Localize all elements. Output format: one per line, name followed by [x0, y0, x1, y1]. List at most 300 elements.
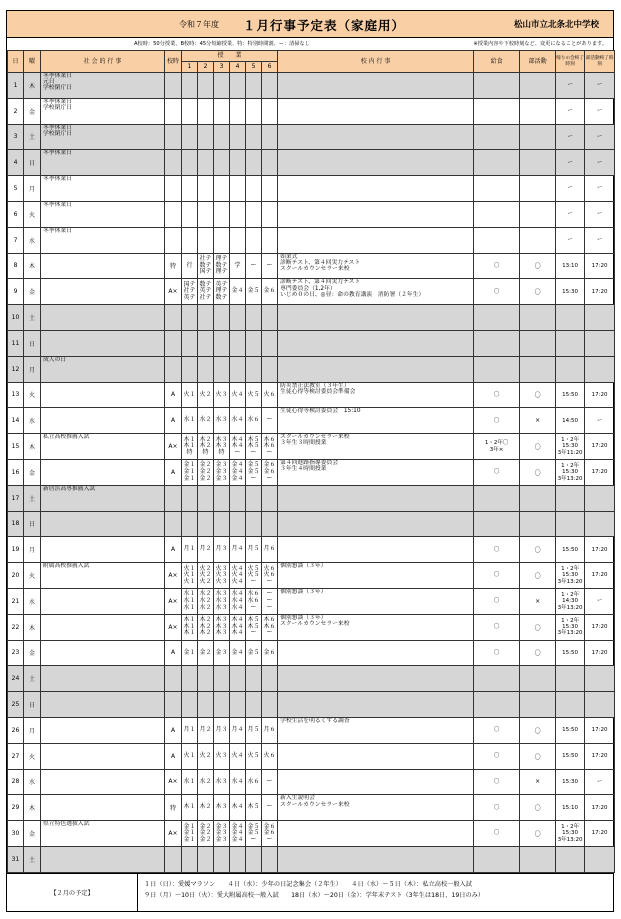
- period-type-cell: 特: [165, 795, 182, 821]
- club-end-cell: 17:20: [585, 537, 615, 563]
- day-cell: 4: [8, 150, 24, 176]
- period-6-cell: 金６: [262, 279, 278, 305]
- social-event-cell: [41, 253, 165, 279]
- club-end-cell: ー: [585, 98, 615, 124]
- next-month-events: [138, 874, 613, 911]
- period-6-cell: [262, 98, 278, 124]
- period-1-cell: [182, 485, 198, 511]
- col-period-5: 5: [246, 62, 262, 73]
- home-end-cell: 15:50: [556, 640, 585, 666]
- period-1-cell: 行: [182, 253, 198, 279]
- period-type-cell: A: [165, 537, 182, 563]
- period-3-cell: [214, 305, 230, 331]
- period-3-cell: 火３: [214, 382, 230, 408]
- era-label: 令和７年度: [179, 20, 219, 29]
- period-5-cell: [246, 201, 262, 227]
- col-club: 部活動: [520, 51, 556, 73]
- period-5-cell: 水６: [246, 769, 262, 795]
- period-6-cell: [262, 305, 278, 331]
- club-cell: 〇: [520, 614, 556, 640]
- social-event-cell: [41, 279, 165, 305]
- period-2-cell: [198, 511, 214, 537]
- social-event-cell: [41, 743, 165, 769]
- school-event-cell: [278, 356, 474, 382]
- club-cell: 〇: [520, 717, 556, 743]
- social-event-cell: [41, 537, 165, 563]
- day-cell: 16: [8, 459, 24, 485]
- period-5-cell: 金５ 金５ ー: [246, 821, 262, 847]
- period-type-cell: A: [165, 459, 182, 485]
- period-3-cell: [214, 176, 230, 202]
- school-event-cell: [278, 640, 474, 666]
- home-end-cell: [556, 356, 585, 382]
- period-1-cell: [182, 666, 198, 692]
- weekday-cell: 金: [24, 279, 41, 305]
- club-cell: [520, 356, 556, 382]
- club-cell: [520, 692, 556, 718]
- club-cell: ×: [520, 408, 556, 434]
- club-cell: ×: [520, 769, 556, 795]
- club-end-cell: 17:20: [585, 459, 615, 485]
- club-end-cell: ー: [585, 201, 615, 227]
- col-period-3: 3: [214, 62, 230, 73]
- period-2-cell: 火２: [198, 382, 214, 408]
- table-row: [8, 563, 615, 589]
- period-1-cell: 金１: [182, 640, 198, 666]
- social-event-cell: 県立特色選抜入試: [41, 821, 165, 847]
- club-cell: [520, 73, 556, 99]
- period-type-cell: [165, 305, 182, 331]
- period-6-cell: 火６ 火６ ー: [262, 563, 278, 589]
- home-end-cell: 15:50: [556, 382, 585, 408]
- table-row: [8, 537, 615, 563]
- period-5-cell: 火５: [246, 743, 262, 769]
- home-end-cell: 1・2年 15:30 3年13:20: [556, 821, 585, 847]
- school-event-cell: [278, 692, 474, 718]
- period-type-cell: A: [165, 382, 182, 408]
- club-cell: 〇: [520, 537, 556, 563]
- day-cell: 1: [8, 73, 24, 99]
- period-2-cell: [198, 692, 214, 718]
- period-2-cell: [198, 98, 214, 124]
- home-end-cell: [556, 692, 585, 718]
- school-event-cell: [278, 150, 474, 176]
- period-2-cell: 数テ 英テ 社テ: [198, 279, 214, 305]
- day-cell: 7: [8, 227, 24, 253]
- period-type-cell: A×: [165, 821, 182, 847]
- day-cell: 30: [8, 821, 24, 847]
- social-event-cell: [41, 769, 165, 795]
- day-cell: 15: [8, 434, 24, 460]
- period-6-cell: [262, 201, 278, 227]
- page-title: １月行事予定表（家庭用）: [243, 18, 406, 33]
- social-event-cell: 私立高校推薦入試: [41, 434, 165, 460]
- period-4-cell: 木４ 木４ 木４: [230, 614, 246, 640]
- period-5-cell: [246, 666, 262, 692]
- table-row: [8, 227, 615, 253]
- period-1-cell: 火１ 火１ 火１: [182, 563, 198, 589]
- school-event-cell: [278, 511, 474, 537]
- period-5-cell: [246, 176, 262, 202]
- social-event-cell: 成人の日: [41, 356, 165, 382]
- period-1-cell: 金１ 金１ 金１: [182, 459, 198, 485]
- club-cell: [520, 511, 556, 537]
- home-end-cell: 13:10: [556, 253, 585, 279]
- period-3-cell: 木３ 木３ 木３: [214, 614, 230, 640]
- period-4-cell: [230, 485, 246, 511]
- period-6-cell: [262, 150, 278, 176]
- period-5-cell: 金５: [246, 640, 262, 666]
- home-end-cell: [556, 305, 585, 331]
- weekday-cell: 月: [24, 356, 41, 382]
- social-event-cell: 冬季休業日: [41, 201, 165, 227]
- table-row: [8, 305, 615, 331]
- club-cell: [520, 227, 556, 253]
- school-event-cell: [278, 73, 474, 99]
- club-cell: [520, 176, 556, 202]
- period-2-cell: 木２: [198, 795, 214, 821]
- period-type-cell: [165, 227, 182, 253]
- club-end-cell: 17:20: [585, 717, 615, 743]
- social-event-cell: [41, 717, 165, 743]
- period-2-cell: 火２: [198, 743, 214, 769]
- period-6-cell: 月６: [262, 537, 278, 563]
- period-3-cell: 金３ 金３ 金３: [214, 459, 230, 485]
- lunch-cell: 〇: [474, 408, 520, 434]
- period-4-cell: [230, 98, 246, 124]
- club-cell: [520, 846, 556, 872]
- period-type-cell: A×: [165, 769, 182, 795]
- period-4-cell: 木４: [230, 795, 246, 821]
- weekday-cell: 木: [24, 253, 41, 279]
- lunch-cell: [474, 846, 520, 872]
- col-weekday: 曜: [24, 51, 41, 73]
- period-1-cell: [182, 150, 198, 176]
- club-end-cell: [585, 356, 615, 382]
- day-cell: 2: [8, 98, 24, 124]
- period-1-cell: [182, 356, 198, 382]
- social-event-cell: 新居浜高専推薦入試: [41, 485, 165, 511]
- period-3-cell: [214, 511, 230, 537]
- club-cell: [520, 124, 556, 150]
- period-4-cell: 金４: [230, 279, 246, 305]
- schedule-table: [7, 50, 615, 873]
- period-3-cell: [214, 98, 230, 124]
- home-end-cell: 1・2年 14:30 3年13:20: [556, 588, 585, 614]
- lunch-cell: 〇: [474, 769, 520, 795]
- period-2-cell: [198, 124, 214, 150]
- period-1-cell: [182, 227, 198, 253]
- period-type-cell: [165, 666, 182, 692]
- table-row: [8, 666, 615, 692]
- period-5-cell: [246, 692, 262, 718]
- day-cell: 24: [8, 666, 24, 692]
- period-type-cell: [165, 150, 182, 176]
- weekday-cell: 水: [24, 769, 41, 795]
- period-2-cell: 月２: [198, 537, 214, 563]
- period-6-cell: [262, 176, 278, 202]
- period-3-cell: 木３ 木３ 特: [214, 434, 230, 460]
- day-cell: 17: [8, 485, 24, 511]
- table-row: [8, 821, 615, 847]
- home-end-cell: ー: [556, 176, 585, 202]
- lunch-cell: 1・2年〇 3年×: [474, 434, 520, 460]
- period-6-cell: ー: [262, 408, 278, 434]
- table-row: [8, 176, 615, 202]
- period-1-cell: 火１: [182, 743, 198, 769]
- next-month-line-2: ９日（月）～10日（火）：愛大附属高校一般入試 18日（水）～20日（金）：学年末テスト（3年生は18日、19日のみ）: [144, 891, 485, 899]
- period-3-cell: 金３: [214, 640, 230, 666]
- period-4-cell: 火４: [230, 743, 246, 769]
- school-event-cell: 第４回進路指導委員会 ３年生４時間授業: [278, 459, 474, 485]
- table-row: [8, 201, 615, 227]
- period-3-cell: 水３: [214, 769, 230, 795]
- social-event-cell: 冬季休業日: [41, 176, 165, 202]
- club-end-cell: ー: [585, 588, 615, 614]
- period-4-cell: [230, 176, 246, 202]
- period-2-cell: [198, 356, 214, 382]
- club-cell: 〇: [520, 821, 556, 847]
- home-end-cell: [556, 330, 585, 356]
- period-5-cell: [246, 73, 262, 99]
- lunch-cell: [474, 73, 520, 99]
- day-cell: 19: [8, 537, 24, 563]
- period-4-cell: [230, 73, 246, 99]
- lunch-cell: 〇: [474, 459, 520, 485]
- day-cell: 6: [8, 201, 24, 227]
- social-event-cell: 冬季休業日: [41, 150, 165, 176]
- period-6-cell: 火６: [262, 743, 278, 769]
- period-6-cell: [262, 124, 278, 150]
- lunch-cell: 〇: [474, 253, 520, 279]
- period-5-cell: [246, 98, 262, 124]
- period-type-cell: [165, 692, 182, 718]
- club-cell: 〇: [520, 459, 556, 485]
- weekday-cell: 金: [24, 98, 41, 124]
- table-row: [8, 382, 615, 408]
- period-1-cell: 木１: [182, 795, 198, 821]
- period-5-cell: [246, 305, 262, 331]
- club-cell: [520, 330, 556, 356]
- period-2-cell: [198, 150, 214, 176]
- club-end-cell: [585, 305, 615, 331]
- next-month-section: [7, 873, 613, 911]
- club-cell: [520, 201, 556, 227]
- lunch-cell: [474, 201, 520, 227]
- period-1-cell: 月１: [182, 717, 198, 743]
- period-5-cell: [246, 485, 262, 511]
- social-event-cell: 冬季休業日 学校閉庁日: [41, 124, 165, 150]
- club-cell: [520, 98, 556, 124]
- table-row: [8, 692, 615, 718]
- period-4-cell: [230, 227, 246, 253]
- home-end-cell: 15:50: [556, 537, 585, 563]
- day-cell: 12: [8, 356, 24, 382]
- period-2-cell: 社テ 数テ 国テ: [198, 253, 214, 279]
- period-legend: A校時：50分授業、B校時：45分短縮授業、特：特別時間割、ー：清掃なし: [134, 41, 310, 47]
- period-2-cell: [198, 666, 214, 692]
- period-3-cell: 月３: [214, 717, 230, 743]
- period-5-cell: 木５ 木５ ー: [246, 614, 262, 640]
- period-3-cell: [214, 330, 230, 356]
- period-type-cell: [165, 511, 182, 537]
- period-6-cell: ー ー ー: [262, 588, 278, 614]
- day-cell: 20: [8, 563, 24, 589]
- period-1-cell: 水１ 水１ 水１: [182, 588, 198, 614]
- weekday-cell: 月: [24, 537, 41, 563]
- weekday-cell: 火: [24, 382, 41, 408]
- period-1-cell: 水１: [182, 769, 198, 795]
- period-6-cell: 金６ 金６ ー: [262, 459, 278, 485]
- period-6-cell: [262, 73, 278, 99]
- period-type-cell: [165, 124, 182, 150]
- period-1-cell: [182, 124, 198, 150]
- table-row: [8, 846, 615, 872]
- period-5-cell: 水６: [246, 408, 262, 434]
- period-6-cell: 木６ 木６ ー: [262, 434, 278, 460]
- club-end-cell: 17:20: [585, 434, 615, 460]
- school-event-cell: [278, 98, 474, 124]
- weekday-cell: 土: [24, 485, 41, 511]
- weekday-cell: 水: [24, 227, 41, 253]
- lunch-cell: 〇: [474, 279, 520, 305]
- school-event-cell: 始業式 診断テスト、第４回実力テスト スクールカウンセラー来校: [278, 253, 474, 279]
- period-6-cell: ー: [262, 795, 278, 821]
- lunch-cell: [474, 511, 520, 537]
- period-4-cell: [230, 330, 246, 356]
- change-notice: ※授業内容や下校時刻など、変更になることがあります。: [473, 41, 607, 47]
- period-6-cell: 金６: [262, 640, 278, 666]
- period-6-cell: [262, 692, 278, 718]
- school-event-cell: 学校生活を明るくする調査: [278, 717, 474, 743]
- day-cell: 11: [8, 330, 24, 356]
- period-3-cell: 理テ 数テ 理テ: [214, 253, 230, 279]
- weekday-cell: 土: [24, 666, 41, 692]
- club-end-cell: 17:20: [585, 640, 615, 666]
- next-month-line-1: １日（日）：愛媛マラソン ４日（水）：少年の日記念集会（２年生） ４日（水）～５日（木）：私立高校一般入試: [144, 880, 472, 888]
- school-event-cell: [278, 201, 474, 227]
- period-5-cell: [246, 124, 262, 150]
- col-club-end: 部活動終了時刻: [585, 51, 615, 73]
- period-6-cell: [262, 666, 278, 692]
- period-5-cell: [246, 330, 262, 356]
- period-3-cell: 金３ 金３ 金３: [214, 821, 230, 847]
- social-event-cell: [41, 666, 165, 692]
- club-cell: 〇: [520, 253, 556, 279]
- col-period-6: 6: [262, 62, 278, 73]
- table-row: [8, 330, 615, 356]
- period-4-cell: 金４ 金４ 金４: [230, 459, 246, 485]
- club-end-cell: ー: [585, 408, 615, 434]
- period-type-cell: [165, 846, 182, 872]
- period-4-cell: 水４ 水４ 水４: [230, 588, 246, 614]
- club-end-cell: ー: [585, 150, 615, 176]
- period-2-cell: 水２ 水２ 水２: [198, 588, 214, 614]
- col-period-2: 2: [198, 62, 214, 73]
- club-end-cell: [585, 330, 615, 356]
- period-2-cell: 水２: [198, 769, 214, 795]
- weekday-cell: 日: [24, 330, 41, 356]
- school-name: 松山市立北条北中学校: [513, 20, 599, 30]
- period-5-cell: 金５: [246, 279, 262, 305]
- social-event-cell: [41, 382, 165, 408]
- period-6-cell: [262, 356, 278, 382]
- lunch-cell: 〇: [474, 795, 520, 821]
- school-event-cell: 防災禁止法教室（３年生） 生徒心得等検討委員会準備会: [278, 382, 474, 408]
- period-2-cell: [198, 846, 214, 872]
- period-2-cell: [198, 201, 214, 227]
- period-2-cell: 火２ 火２ 火２: [198, 563, 214, 589]
- day-cell: 21: [8, 588, 24, 614]
- home-end-cell: ー: [556, 201, 585, 227]
- period-4-cell: 月４: [230, 717, 246, 743]
- weekday-cell: 日: [24, 511, 41, 537]
- school-event-cell: [278, 330, 474, 356]
- period-type-cell: A×: [165, 279, 182, 305]
- school-event-cell: 個別懇談（３年）: [278, 563, 474, 589]
- home-end-cell: 15:50: [556, 743, 585, 769]
- period-4-cell: 月４: [230, 537, 246, 563]
- social-event-cell: [41, 692, 165, 718]
- period-type-cell: A: [165, 640, 182, 666]
- period-3-cell: 木３: [214, 795, 230, 821]
- school-event-cell: [278, 227, 474, 253]
- weekday-cell: 月: [24, 176, 41, 202]
- day-cell: 13: [8, 382, 24, 408]
- weekday-cell: 木: [24, 795, 41, 821]
- school-event-cell: [278, 305, 474, 331]
- period-2-cell: [198, 485, 214, 511]
- lunch-cell: 〇: [474, 717, 520, 743]
- day-cell: 31: [8, 846, 24, 872]
- table-row: [8, 795, 615, 821]
- table-row: [8, 98, 615, 124]
- social-event-cell: [41, 459, 165, 485]
- club-end-cell: [585, 511, 615, 537]
- period-type-cell: [165, 485, 182, 511]
- lunch-cell: 〇: [474, 640, 520, 666]
- period-4-cell: [230, 150, 246, 176]
- club-end-cell: ー: [585, 73, 615, 99]
- club-end-cell: 17:20: [585, 382, 615, 408]
- day-cell: 14: [8, 408, 24, 434]
- period-4-cell: 金４ 金４ 金４: [230, 821, 246, 847]
- club-cell: [520, 485, 556, 511]
- weekday-cell: 木: [24, 73, 41, 99]
- period-6-cell: [262, 485, 278, 511]
- day-cell: 8: [8, 253, 24, 279]
- day-cell: 28: [8, 769, 24, 795]
- col-day: 日: [8, 51, 24, 73]
- home-end-cell: [556, 511, 585, 537]
- weekday-cell: 土: [24, 305, 41, 331]
- school-event-cell: [278, 769, 474, 795]
- club-end-cell: 17:20: [585, 795, 615, 821]
- lunch-cell: [474, 330, 520, 356]
- table-row: [8, 253, 615, 279]
- home-end-cell: 15:10: [556, 795, 585, 821]
- period-5-cell: [246, 356, 262, 382]
- period-3-cell: [214, 124, 230, 150]
- club-cell: ×: [520, 588, 556, 614]
- period-2-cell: 金２: [198, 640, 214, 666]
- club-cell: 〇: [520, 743, 556, 769]
- period-type-cell: [165, 330, 182, 356]
- home-end-cell: 1・2年 15:30 3年13:20: [556, 459, 585, 485]
- col-school-events: 校 内 行 事: [278, 51, 474, 73]
- club-end-cell: [585, 846, 615, 872]
- col-lunch: 給食: [474, 51, 520, 73]
